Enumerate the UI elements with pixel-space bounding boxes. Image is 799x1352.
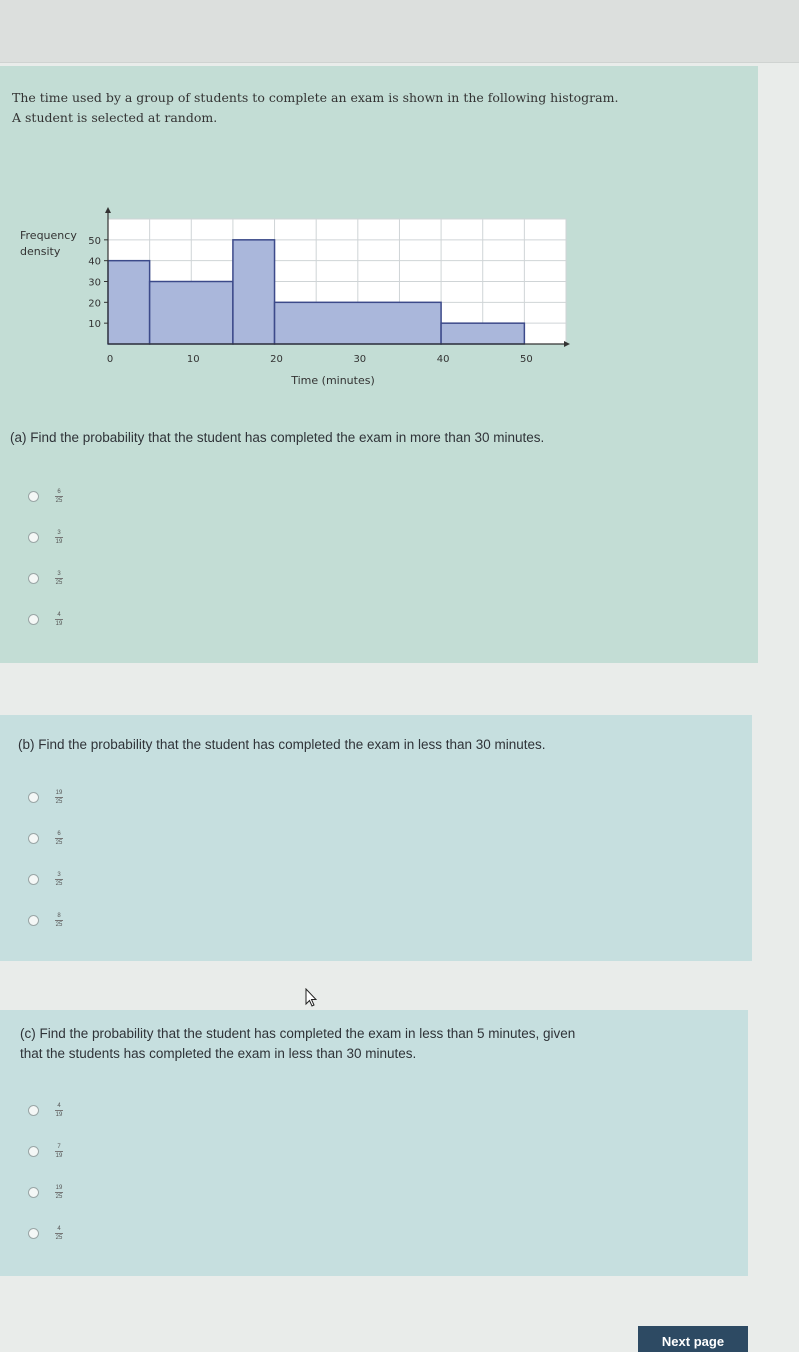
fraction	[55, 1144, 63, 1159]
fraction	[55, 831, 63, 846]
fraction	[55, 872, 63, 887]
option-c-4[interactable]	[28, 1223, 63, 1243]
option-c-3[interactable]	[28, 1182, 63, 1202]
question-card-a	[0, 66, 758, 663]
y-axis-label: density	[20, 245, 61, 258]
radio-button[interactable]	[28, 1105, 39, 1116]
fraction	[55, 1103, 63, 1118]
fraction	[55, 1226, 63, 1241]
denominator: 25	[55, 921, 63, 928]
x-tick-label: 40	[436, 354, 450, 365]
x-tick-label: 50	[519, 354, 533, 365]
option-b-2[interactable]	[28, 828, 63, 848]
y-axis-label: Frequency	[20, 229, 77, 242]
numerator: 8	[57, 912, 61, 919]
denominator: 25	[55, 1193, 63, 1200]
option-b-3[interactable]	[28, 869, 63, 889]
radio-button[interactable]	[28, 1228, 39, 1239]
radio-button[interactable]	[28, 1187, 39, 1198]
y-tick-label: 40	[88, 256, 101, 268]
numerator: 4	[57, 611, 61, 618]
question-c-line-1: (c) Find the probability that the student has completed the exam in less than 5 minutes, given	[20, 1026, 576, 1041]
options-c	[28, 1100, 63, 1264]
option-b-4[interactable]	[28, 910, 63, 930]
radio-button[interactable]	[28, 833, 39, 844]
numerator: 4	[57, 1102, 61, 1109]
radio-button[interactable]	[28, 915, 39, 926]
numerator: 3	[57, 570, 61, 577]
numerator: 7	[57, 1143, 61, 1150]
question-b-text: (b) Find the probability that the student has completed the exam in less than 30 minutes.	[18, 737, 546, 752]
intro-line-2: A student is selected at random.	[12, 110, 218, 125]
denominator: 25	[55, 497, 63, 504]
y-tick-label: 50	[88, 235, 101, 247]
option-b-1[interactable]	[28, 787, 63, 807]
numerator: 19	[55, 1184, 63, 1191]
y-tick-label: 10	[88, 319, 101, 331]
denominator: 25	[55, 579, 63, 586]
radio-button[interactable]	[28, 792, 39, 803]
question-c-line-2: that the students has completed the exam in less than 30 minutes.	[20, 1046, 417, 1061]
numerator: 4	[57, 1225, 61, 1232]
radio-button[interactable]	[28, 614, 39, 625]
histogram-bar	[233, 240, 275, 344]
question-card-b	[0, 715, 752, 961]
intro-line-1: The time used by a group of students to complete an exam is shown in the following histogram.	[12, 90, 619, 105]
numerator: 19	[55, 789, 63, 796]
fraction	[55, 790, 63, 805]
intro-text	[12, 88, 742, 128]
x-tick-label: 0	[106, 354, 114, 365]
fraction	[55, 913, 63, 928]
top-bar	[0, 0, 799, 63]
next-page-button[interactable]: Next page	[638, 1326, 748, 1352]
denominator: 25	[55, 880, 63, 887]
fraction	[55, 489, 63, 504]
numerator: 3	[57, 529, 61, 536]
denominator: 25	[55, 1234, 63, 1241]
options-b	[28, 787, 63, 951]
y-tick-label: 30	[88, 277, 101, 289]
options-a	[28, 486, 63, 650]
denominator: 19	[55, 538, 63, 545]
histogram-bar	[108, 261, 150, 344]
denominator: 19	[55, 620, 63, 627]
question-card-c	[0, 1010, 748, 1276]
option-c-2[interactable]	[28, 1141, 63, 1161]
numerator: 6	[57, 488, 61, 495]
radio-button[interactable]	[28, 1146, 39, 1157]
y-tick-label: 20	[88, 298, 101, 310]
option-a-1[interactable]	[28, 486, 63, 506]
question-a-text: (a) Find the probability that the student has completed the exam in more than 30 minutes.	[10, 430, 545, 445]
option-a-2[interactable]	[28, 527, 63, 547]
x-axis-arrow-icon	[564, 341, 570, 347]
option-a-3[interactable]	[28, 568, 63, 588]
x-tick-label: 30	[353, 354, 367, 365]
histogram-bar	[150, 282, 233, 345]
fraction	[55, 612, 63, 627]
question-c-text	[20, 1024, 730, 1064]
histogram-bar	[441, 323, 524, 344]
radio-button[interactable]	[28, 573, 39, 584]
numerator: 3	[57, 871, 61, 878]
y-axis-arrow-icon	[105, 207, 111, 213]
radio-button[interactable]	[28, 874, 39, 885]
x-axis-label: Time (minutes)	[291, 374, 375, 387]
numerator: 6	[57, 830, 61, 837]
radio-button[interactable]	[28, 532, 39, 543]
mouse-cursor-icon	[305, 988, 317, 1008]
histogram-bar	[275, 302, 442, 344]
denominator: 25	[55, 798, 63, 805]
option-a-4[interactable]	[28, 609, 63, 629]
denominator: 19	[55, 1111, 63, 1118]
option-c-1[interactable]	[28, 1100, 63, 1120]
denominator: 25	[55, 839, 63, 846]
fraction	[55, 1185, 63, 1200]
histogram-chart	[0, 144, 580, 411]
fraction	[55, 530, 63, 545]
x-tick-label: 10	[186, 354, 200, 365]
x-tick-label: 20	[270, 354, 283, 365]
denominator: 19	[55, 1152, 63, 1159]
histogram-svg	[0, 144, 580, 406]
fraction	[55, 571, 63, 586]
radio-button[interactable]	[28, 491, 39, 502]
